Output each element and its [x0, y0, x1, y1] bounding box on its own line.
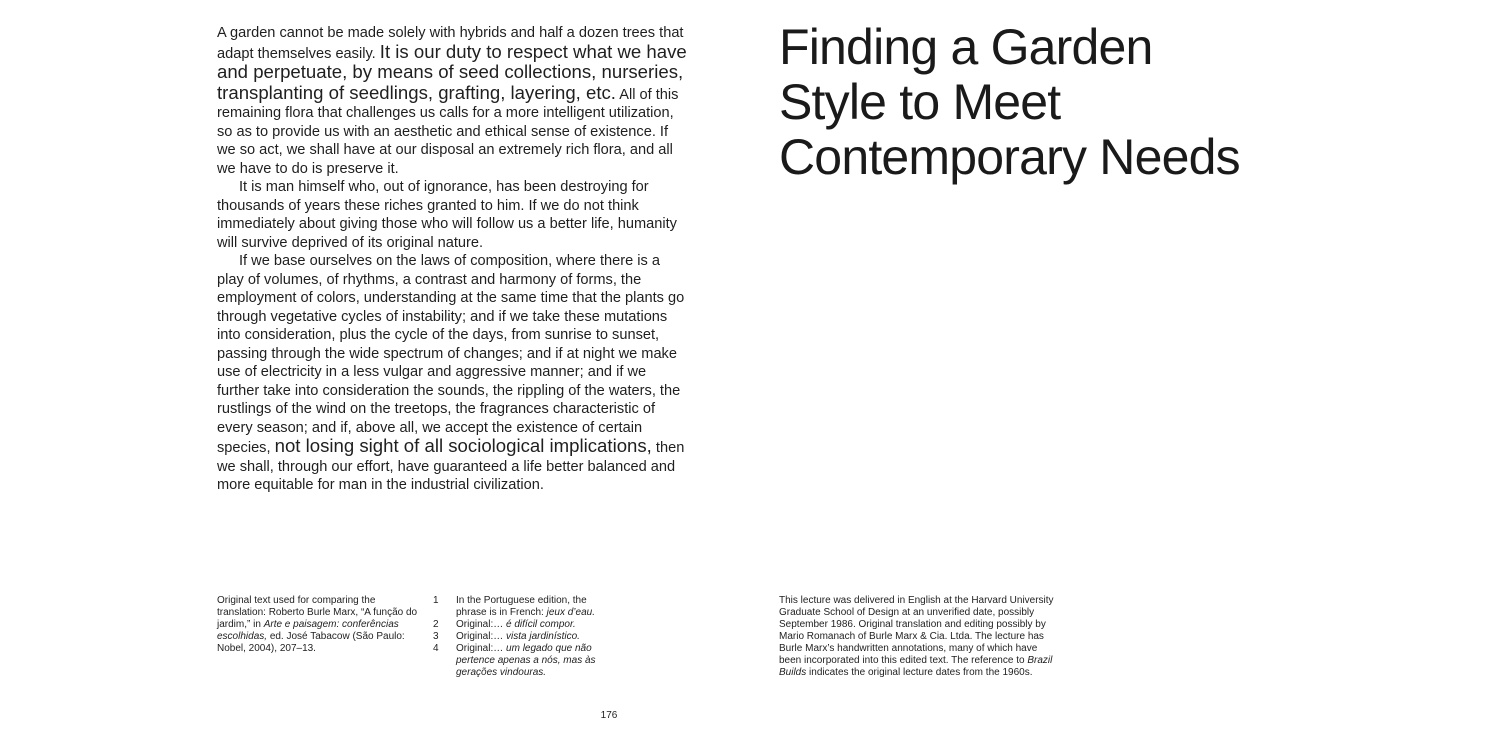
- footnote-text-plain: Original:…: [456, 643, 504, 654]
- p1-text-a: A garden cannot be made solely with hybrids and half a dozen trees that adapt themselves easily.: [217, 25, 684, 62]
- footnote-text: [456, 619, 613, 631]
- title-line-2: Style to Meet: [779, 74, 1061, 130]
- footnote-1: [433, 595, 613, 619]
- footnote-2: [433, 619, 613, 631]
- footnote-4: [433, 643, 613, 679]
- lecture-note-post: indicates the original lecture dates from the 1960s.: [809, 667, 1033, 678]
- footnote-number: 1: [433, 595, 439, 606]
- footnotes: [433, 595, 613, 679]
- p1-pull-text: It is our duty to respect what we have and perpetuate, by means of seed collections, nurseries, transplanting of seedlings, grafting, layering, etc.: [217, 40, 687, 103]
- footnote-text: [456, 631, 613, 643]
- p3-text-c: then we shall, through our effort, have guaranteed a life better balanced and more equitable for man in the industrial civilization.: [217, 440, 685, 493]
- source-note-book: Arte e paisagem: conferências escolhidas,: [217, 619, 399, 642]
- p3-text-a: If we base ourselves on the laws of composition, where there is a play of volumes, of rhythms, a contrast and harmony of forms, the employment of colors, understanding at the same time that the plants go through vegetative cycles of instability; and if we take these mutations into consideration, plus the cycle of the days, from sunrise to sunset, passing through the wide spectrum of changes; and if at night we make use of electricity in a less vulgar and aggressive manner; and if we further take into consideration the sounds, the rippling of the waters, the rustlings of the wind on the treetops, the fragrances characteristic of every season; and if, above all, we accept the existence of certain species,: [217, 253, 685, 456]
- source-note-post: ed. José Tabacow (São Paulo: Nobel, 2004), 207–13.: [217, 631, 405, 654]
- p3-pull-text: not losing sight of all sociological implications,: [274, 435, 652, 456]
- page-number: 176: [600, 710, 618, 721]
- source-note: [217, 595, 425, 655]
- chapter-title: [779, 20, 1419, 185]
- paragraph-1: [217, 24, 689, 178]
- footnote-text: [456, 643, 613, 679]
- footnote-text-plain: Original:…: [456, 619, 504, 630]
- paragraph-3: [217, 252, 689, 495]
- lecture-note: [779, 595, 1054, 679]
- lecture-note-italic: Brazil Builds: [779, 655, 1053, 678]
- footnote-text-plain: Original:…: [456, 631, 504, 642]
- source-note-pre: Original text used for comparing the translation: Roberto Burle Marx, “A função do jardim,” in: [217, 595, 418, 630]
- lecture-note-pre: This lecture was delivered in English at the Harvard University Graduate School of Design at an unverified date, possibly September 1986. Original translation and editing possibly by Mario Romanach of Burle Marx & Cia. Ltda. The lecture has Burle Marx’s handwritten annotations, many of which have been incorporated into this edited text. The reference to: [779, 595, 1054, 666]
- footnote-text-italic: jeux d’eau.: [546, 607, 595, 618]
- footnote-text-italic: é difícil compor.: [506, 619, 576, 630]
- footnote-text-italic: um legado que não pertence apenas a nós, mas às gerações vindouras.: [456, 643, 596, 678]
- footnote-number: 2: [433, 619, 439, 630]
- footnote-text-plain: In the Portuguese edition, the phrase is in French:: [456, 595, 587, 618]
- title-line-3: Contemporary Needs: [779, 129, 1240, 185]
- footnote-number: 4: [433, 643, 439, 654]
- footnote-number: 3: [433, 631, 439, 642]
- paragraph-2: It is man himself who, out of ignorance, has been destroying for thousands of years these riches granted to him. If we do not think immediately about giving those who will follow us a better life, humanity will survive deprived of its original nature.: [217, 179, 677, 251]
- p1-text-c: All of this remaining flora that challenges us calls for a more intelligent utilization, so as to provide us with an aesthetic and ethical sense of existence. If we so act, we shall have at our disposal an extremely rich flora, and all we have to do is preserve it.: [217, 86, 679, 177]
- footnote-text: [456, 595, 613, 619]
- body-text: [217, 24, 689, 495]
- footnote-text-italic: vista jardinístico.: [506, 631, 580, 642]
- title-line-1: Finding a Garden: [779, 19, 1153, 75]
- footnote-3: [433, 631, 613, 643]
